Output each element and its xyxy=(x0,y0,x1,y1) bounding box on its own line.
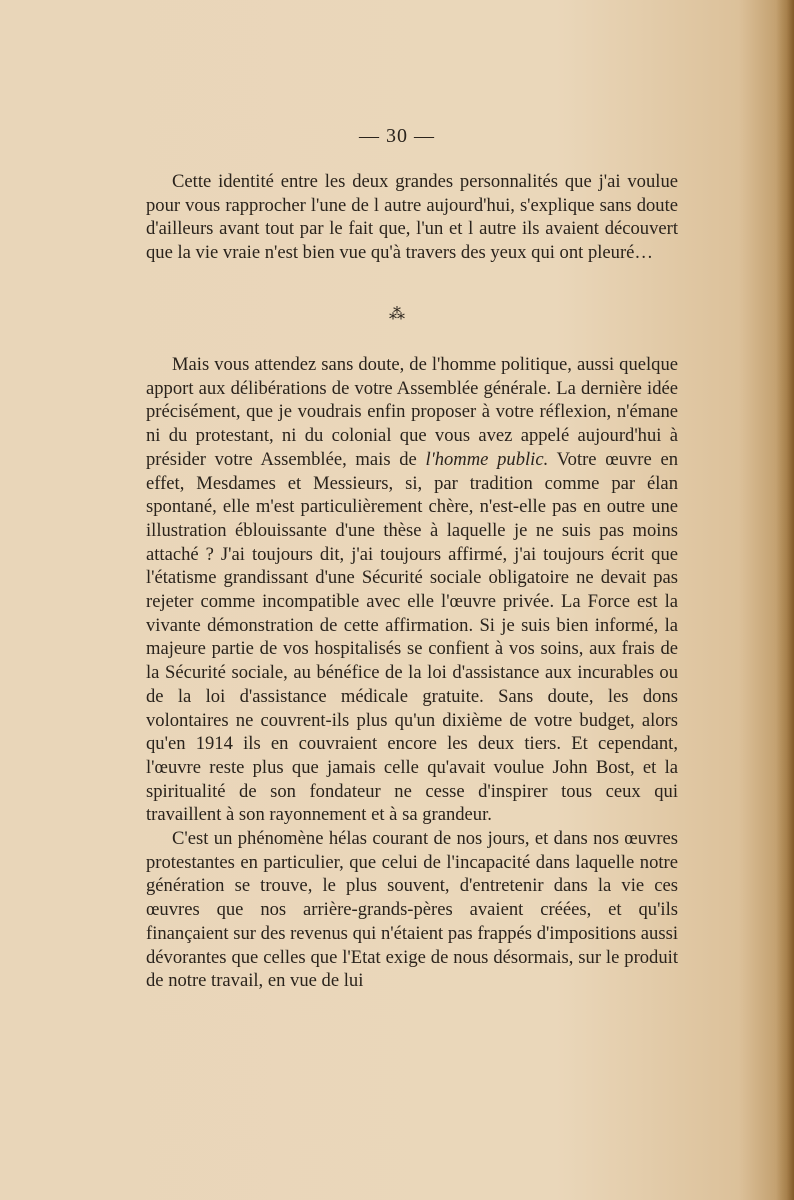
paragraph-2-end: Votre œuvre en effet, Mesdames et Messieurs, si, par tradition comme par élan spontané, elle m'est particulièrement chère, n'est-elle pas en outre une illustration éblouissante d'une thèse à laquelle je ne suis pas moins attaché ? J'ai toujours dit, j'ai toujours affirmé, j'ai toujours écrit que l'étatisme grandissant d'une Sécurité sociale obligatoire ne devait pas rejeter comme incompatible avec elle l'œuvre privée. La Force est la vivante démonstration de cette affirmation. Si je suis bien informé, la majeure partie de vos hospitalisés se confient à vos soins, aux frais de la Sécurité sociale, au bénéfice de la loi d'assistance aux incurables ou de la loi d'assistance médicale gratuite. Sans doute, les dons volontaires ne couvrent-ils plus qu'un dixième de votre budget, alors qu'en 1914 ils en couvraient encore les deux tiers. Et cependant, l'œuvre reste plus que jamais celle qu'avait voulue John Bost, et la spiritualité de son fondateur ne cesse d'inspirer tous ceux qui travaillent à son rayonnement et à sa grandeur. xyxy=(146,448,679,826)
page-number: — 30 — xyxy=(359,125,435,147)
section-break-asterism: ⁂ xyxy=(389,306,405,323)
page-edge xyxy=(776,0,794,1200)
italic-homme-public: l'homme public. xyxy=(425,448,549,470)
paragraph-identity xyxy=(146,170,678,265)
paragraph-1: Cette identité entre les deux grandes personnalités que j'ai voulue pour vous rapprocher l'une de l autre aujourd'hui, s'explique sans doute d'ailleurs avant tout par le fait que, l'un et l autre ils avaient découvert que la vie vraie n'est bien vue qu'à travers des yeux qui ont pleuré… xyxy=(146,171,678,264)
paragraph-2-start: Mais vous attendez sans doute, de l'homme politique, aussi quelque apport aux délibérations de votre Assemblée générale. La dernière idée précisément, que je voudrais enfin proposer à votre réflexion, n'émane ni du protestant, ni du colonial que vous avez appelé aujourd'hui à présider votre Assemblée, mais de xyxy=(146,354,678,470)
paragraph-group-main xyxy=(146,353,678,993)
paragraph-2 xyxy=(146,353,678,827)
paragraph-3: C'est un phénomène hélas courant de nos jours, et dans nos œuvres protestantes en particulier, que celui de l'incapacité dans laquelle notre génération se trouve, le plus souvent, d'entretenir dans la vie ces œuvres que nos arrière-grands-pères avaient créées, et qu'ils finançaient sur des revenus qui n'étaient pas frappés d'impositions aussi dévorantes que celles que l'Etat exige de nous désormais, sur le produit de notre travail, en vue de lui xyxy=(146,828,678,992)
